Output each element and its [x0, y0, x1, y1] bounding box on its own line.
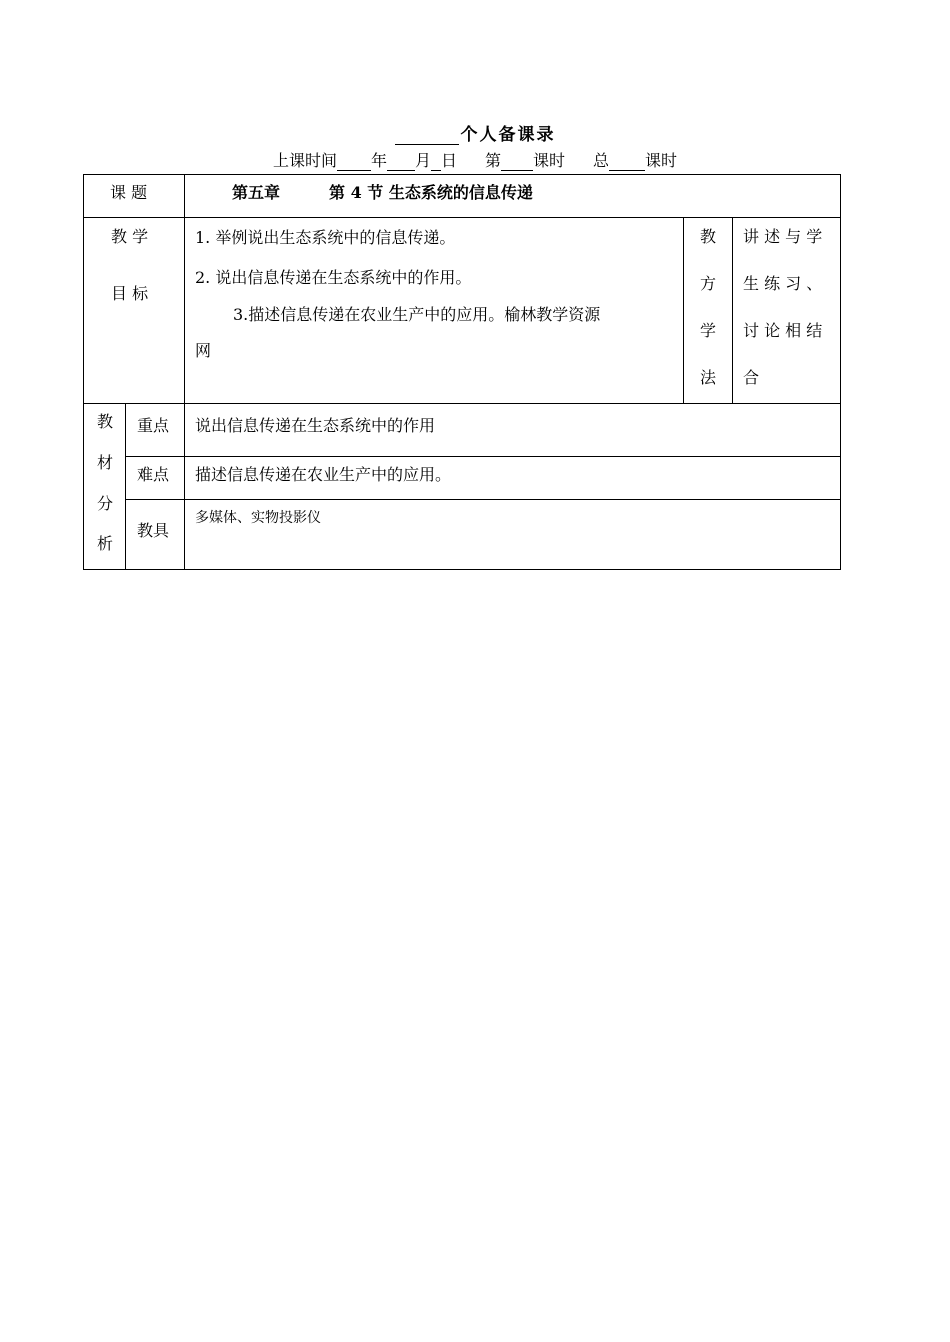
analysis-label-4: 析 [96, 534, 113, 553]
month-label: 月 [414, 151, 431, 170]
difficulty-label: 难点 [137, 465, 170, 484]
col-divider-analysis [125, 403, 126, 570]
row-divider-difficulty [125, 499, 841, 500]
objective-3-cont: 网 [195, 341, 212, 360]
lesson-suffix: 课时 [533, 151, 566, 170]
year-label: 年 [370, 151, 387, 170]
method-text-1: 讲 述 与 学 [743, 227, 823, 246]
month-blank [387, 154, 415, 171]
col-divider-method-right [732, 217, 733, 403]
objective-1: 1. 举例说出生态系统中的信息传递。 [195, 228, 456, 247]
method-text-3: 讨 论 相 结 [743, 321, 823, 340]
topic-chapter: 第五章 [232, 183, 281, 202]
method-label-1: 教 [699, 227, 716, 246]
lesson-prefix: 第 [485, 151, 502, 170]
method-label-4: 法 [699, 368, 716, 387]
method-text-2: 生 练 习 、 [743, 274, 823, 293]
method-text-4: 合 [743, 368, 760, 387]
title-text: 个人备课录 [460, 125, 556, 145]
difficulty-text: 描述信息传递在农业生产中的应用。 [195, 465, 452, 484]
objective-3: 3.描述信息传递在农业生产中的应用。榆林教学资源 [233, 305, 601, 324]
name-blank [395, 128, 459, 145]
key-label: 重点 [137, 416, 170, 435]
total-blank [609, 154, 645, 171]
row-divider-topic [83, 217, 841, 218]
objectives-label-1: 教 学 [111, 227, 149, 246]
analysis-label-3: 分 [96, 494, 113, 513]
objectives-label-2: 目 标 [111, 284, 149, 303]
col-divider-method-left [683, 217, 684, 403]
day-blank [431, 154, 441, 171]
topic-label: 课 题 [110, 183, 148, 202]
method-label-2: 方 [699, 274, 716, 293]
tools-label: 教具 [137, 521, 170, 540]
objective-2: 2. 说出信息传递在生态系统中的作用。 [195, 268, 472, 287]
year-blank [337, 154, 371, 171]
method-label-3: 学 [699, 321, 716, 340]
day-label: 日 [440, 151, 457, 170]
total-suffix: 课时 [645, 151, 678, 170]
total-prefix: 总 [593, 151, 610, 170]
schedule-line [0, 148, 950, 171]
page-title [0, 120, 950, 145]
schedule-prefix: 上课时间 [272, 151, 337, 170]
row-divider-objectives [83, 403, 841, 404]
topic-section: 第 4 节 生态系统的信息传递 [329, 183, 533, 202]
key-text: 说出信息传递在生态系统中的作用 [195, 416, 436, 435]
analysis-label-1: 教 [96, 412, 113, 431]
col-divider-label [184, 174, 185, 403]
col-divider-sublabel [184, 403, 185, 570]
row-divider-key [125, 456, 841, 457]
tools-text: 多媒体、实物投影仪 [195, 510, 321, 526]
lesson-blank [501, 154, 533, 171]
analysis-label-2: 材 [96, 453, 113, 472]
